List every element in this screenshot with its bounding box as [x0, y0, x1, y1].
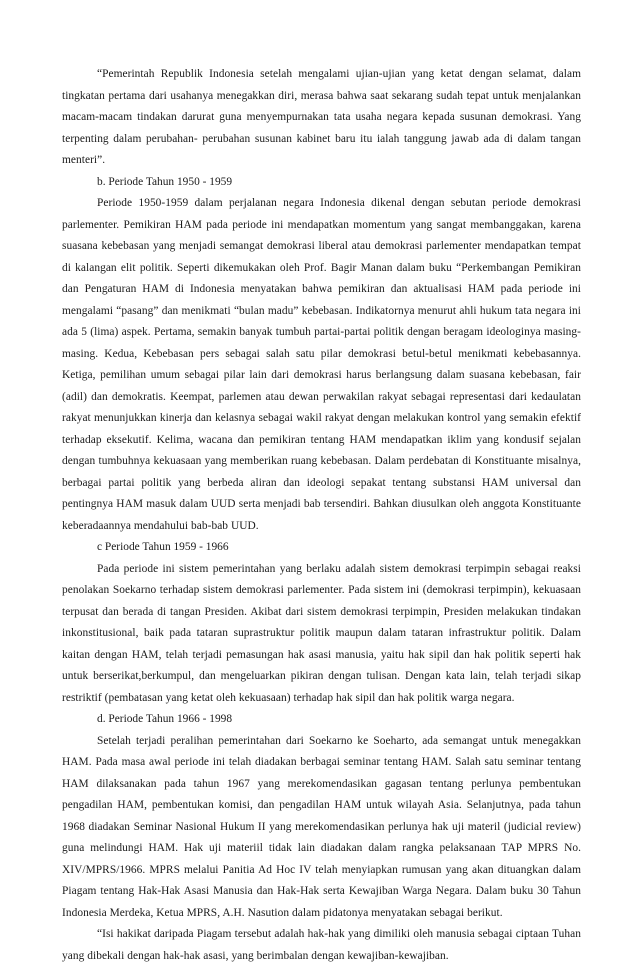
section-heading-1950-1959: b. Periode Tahun 1950 - 1959 [97, 175, 233, 188]
paragraph-parliamentary-democracy: Periode 1950-1959 dalam perjalanan negara Indonesia dikenal dengan sebutan periode demokrasi parlementer. Pemikiran HAM pada periode ini mendapatkan momentum yang sangat membanggakan, karena suasana kebebasan yang menjadi semangat demokrasi liberal atau demokrasi parlementer mendapatkan tempat di kalangan elit politik. Seperti dikemukakan oleh Prof. Bagir Manan dalam buku “Perkembangan Pemikiran dan Pengaturan HAM di Indonesia menyatakan bahwa pemikiran dan aktualisasi HAM pada periode ini mengalami “pasang” dan menikmati “bulan madu” kebebasan. Indikatornya menurut ahli hukum tata negara ini ada 5 (lima) aspek. Pertama, semakin banyak tumbuh partai-partai politik dengan beragam ideologinya masing-masing. Kedua, Kebebasan pers sebagai salah satu pilar demokrasi betul-betul menikmati kebebasannya. Ketiga, pemilihan umum sebagai pilar lain dari demokrasi harus berlangsung dalam suasana kebebasan, fair (adil) dan demokratis. Keempat, parlemen atau dewan perwakilan rakyat sebagai representasi dari kedaulatan rakyat menunjukkan kinerja dan kelasnya sebagai wakil rakyat dengan melakukan kontrol yang semakin efektif terhadap eksekutif. Kelima, wacana dan pemikiran tentang HAM mendapatkan iklim yang kondusif sejalan dengan tumbuhnya kekuasaan yang memberikan ruang kebebasan. Dalam perdebatan di Konstituante misalnya, berbagai partai politik yang berbeda aliran dan ideologi sepakat tentang substansi HAM universal dan pentingnya HAM masuk dalam UUD serta menjadi bab tersendiri. Bahkan diusulkan oleh anggota Konstituante keberadaannya mendahului bab-bab UUD. [62, 197, 581, 532]
paragraph-new-order: Setelah terjadi peralihan pemerintahan dari Soekarno ke Soeharto, ada semangat untuk menegakkan HAM. Pada masa awal periode ini telah diadakan berbagai seminar tentang HAM. Salah satu seminar tentang HAM dilaksanakan pada tahun 1967 yang merekomendasikan gagasan tentang perlunya pembentukan pengadilan HAM, pembentukan komisi, dan pengadilan HAM untuk wilayah Asia. Selanjutnya, pada tahun 1968 diadakan Seminar Nasional Hukum II yang merekomendasikan perlunya hak uji materil (judicial review) guna melindungi HAM. Hak uji materiil tidak lain diadakan dalam rangka pelaksanaan TAP MPRS No. XIV/MPRS/1966. MPRS melalui Panitia Ad Hoc IV telah menyiapkan rumusan yang akan dituangkan dalam Piagam tentang Hak-Hak Asasi Manusia dan Hak-Hak serta Kewajiban Warga Negara. Dalam buku 30 Tahun Indonesia Merdeka, Ketua MPRS, A.H. Nasution dalam pidatonya menyatakan sebagai berikut. [62, 734, 581, 919]
quote-paragraph-charter: “Isi hakikat daripada Piagam tersebut adalah hak-hak yang dimiliki oleh manusia sebagai ciptaan Tuhan yang dibekali dengan hak-hak asasi, yang berimbalan dengan kewajiban-kewajiban. [62, 928, 581, 962]
section-heading-1966-1998: d. Periode Tahun 1966 - 1998 [97, 713, 233, 725]
paragraph-guided-democracy: Pada periode ini sistem pemerintahan yang berlaku adalah sistem demokrasi terpimpin sebagai reaksi penolakan Soekarno terhadap sistem demokrasi parlementer. Pada sistem ini (demokrasi terpimpin), kekuasaan terpusat dan berada di tangan Presiden. Akibat dari sistem demokrasi terpimpin, Presiden melakukan tindakan inkonstitusional, baik pada tataran suprastruktur politik maupun dalam tataran infrastruktur politik. Dalam kaitan dengan HAM, telah terjadi pemasungan hak asasi manusia, yaitu hak sipil dan hak politik seperti hak untuk berserikat,berkumpul, dan mengeluarkan pikiran dengan tulisan. Dengan kata lain, telah terjadi sikap restriktif (pembatasan yang ketat oleh kekuasaan) terhadap hak sipil dan hak politik warga negara. [62, 562, 581, 704]
section-heading-1959-1966: c Periode Tahun 1959 - 1966 [97, 541, 229, 553]
quote-paragraph-government: “Pemerintah Republik Indonesia setelah mengalami ujian-ujian yang ketat dengan selamat, dalam tingkatan pertama dari usahanya menegakkan diri, merasa bahwa saat sekarang sudah tepat untuk menjalankan macam-macam tindakan darurat guna menyempurnakan tata usaha negara kepada susunan demokrasi. Yang terpenting dalam perubahan- perubahan susunan kabinet baru itu ialah tanggung jawab ada di dalam tangan menteri”. [62, 68, 581, 166]
